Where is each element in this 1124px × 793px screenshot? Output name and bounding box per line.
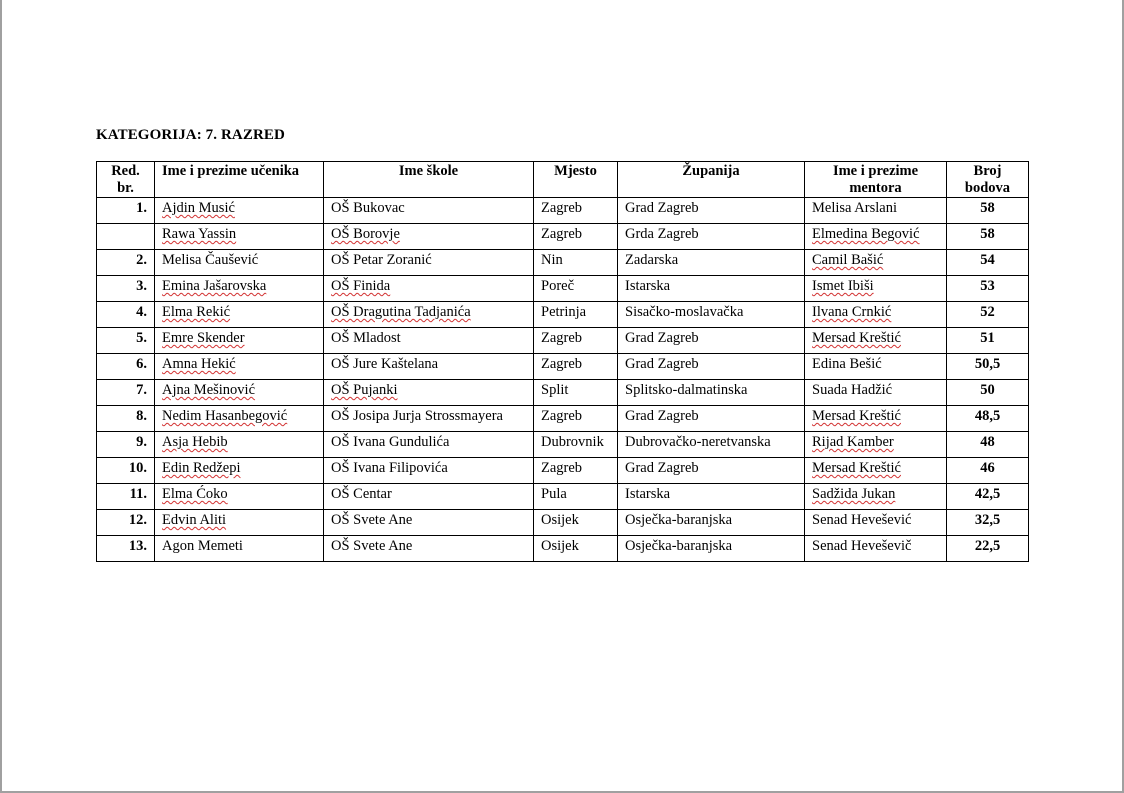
rank-cell: 7. xyxy=(97,380,155,406)
student-name-cell: Emre Skender xyxy=(155,328,324,354)
category-heading: KATEGORIJA: 7. RAZRED xyxy=(96,127,285,143)
city-cell: Zagreb xyxy=(534,406,618,432)
points-cell: 46 xyxy=(947,458,1029,484)
points-cell: 48 xyxy=(947,432,1029,458)
county-cell: Grda Zagreb xyxy=(618,224,805,250)
city-cell: Zagreb xyxy=(534,328,618,354)
county-cell: Grad Zagreb xyxy=(618,406,805,432)
student-name-cell: Nedim Hasanbegović xyxy=(155,406,324,432)
mentor-name-cell: Camil Bašić xyxy=(805,250,947,276)
school-name-cell: OŠ Centar xyxy=(324,484,534,510)
county-cell: Osječka-baranjska xyxy=(618,536,805,562)
school-name-cell: OŠ Svete Ane xyxy=(324,536,534,562)
header-points: Broj bodova xyxy=(947,162,1029,198)
school-name-cell: OŠ Jure Kaštelana xyxy=(324,354,534,380)
points-cell: 22,5 xyxy=(947,536,1029,562)
student-name-cell: Ajdin Musić xyxy=(155,198,324,224)
county-cell: Dubrovačko-neretvanska xyxy=(618,432,805,458)
student-name-cell: Asja Hebib xyxy=(155,432,324,458)
rank-cell: 3. xyxy=(97,276,155,302)
county-cell: Osječka-baranjska xyxy=(618,510,805,536)
mentor-name-cell: Sadžida Jukan xyxy=(805,484,947,510)
rank-cell: 5. xyxy=(97,328,155,354)
mentor-name-cell: Melisa Arslani xyxy=(805,198,947,224)
rank-cell: 10. xyxy=(97,458,155,484)
county-cell: Grad Zagreb xyxy=(618,354,805,380)
table-row xyxy=(97,302,1029,328)
rank-cell: 8. xyxy=(97,406,155,432)
city-cell: Nin xyxy=(534,250,618,276)
points-cell: 42,5 xyxy=(947,484,1029,510)
mentor-name-cell: Elmedina Begović xyxy=(805,224,947,250)
student-name-cell: Emina Jašarovska xyxy=(155,276,324,302)
rank-cell xyxy=(97,224,155,250)
table-row xyxy=(97,250,1029,276)
school-name-cell: OŠ Svete Ane xyxy=(324,510,534,536)
school-name-cell: OŠ Ivana Gundulića xyxy=(324,432,534,458)
city-cell: Pula xyxy=(534,484,618,510)
rank-cell: 11. xyxy=(97,484,155,510)
mentor-name-cell: Mersad Kreštić xyxy=(805,406,947,432)
points-cell: 32,5 xyxy=(947,510,1029,536)
page-border-left xyxy=(0,0,2,793)
city-cell: Poreč xyxy=(534,276,618,302)
student-name-cell: Melisa Čaušević xyxy=(155,250,324,276)
points-cell: 54 xyxy=(947,250,1029,276)
school-name-cell: OŠ Petar Zoranić xyxy=(324,250,534,276)
county-cell: Splitsko-dalmatinska xyxy=(618,380,805,406)
points-cell: 50 xyxy=(947,380,1029,406)
table-row xyxy=(97,510,1029,536)
student-name-cell: Amna Hekić xyxy=(155,354,324,380)
school-name-cell: OŠ Mladost xyxy=(324,328,534,354)
rank-cell: 12. xyxy=(97,510,155,536)
student-name-cell: Elma Rekić xyxy=(155,302,324,328)
mentor-name-cell: Mersad Kreštić xyxy=(805,458,947,484)
points-cell: 53 xyxy=(947,276,1029,302)
county-cell: Grad Zagreb xyxy=(618,458,805,484)
school-name-cell: OŠ Borovje xyxy=(324,224,534,250)
county-cell: Zadarska xyxy=(618,250,805,276)
rank-cell: 9. xyxy=(97,432,155,458)
city-cell: Osijek xyxy=(534,536,618,562)
rank-cell: 4. xyxy=(97,302,155,328)
table-row xyxy=(97,484,1029,510)
header-rank: Red. br. xyxy=(97,162,155,198)
table-row xyxy=(97,328,1029,354)
city-cell: Zagreb xyxy=(534,224,618,250)
table-row xyxy=(97,380,1029,406)
mentor-name-cell: Edina Bešić xyxy=(805,354,947,380)
city-cell: Zagreb xyxy=(534,458,618,484)
table-row xyxy=(97,432,1029,458)
header-student: Ime i prezime učenika xyxy=(155,162,324,198)
mentor-name-cell: Mersad Kreštić xyxy=(805,328,947,354)
points-cell: 52 xyxy=(947,302,1029,328)
points-cell: 50,5 xyxy=(947,354,1029,380)
mentor-name-cell: Ismet Ibiši xyxy=(805,276,947,302)
header-school: Ime škole xyxy=(324,162,534,198)
school-name-cell: OŠ Bukovac xyxy=(324,198,534,224)
school-name-cell: OŠ Ivana Filipovića xyxy=(324,458,534,484)
table-row xyxy=(97,536,1029,562)
school-name-cell: OŠ Dragutina Tadjanića xyxy=(324,302,534,328)
school-name-cell: OŠ Pujanki xyxy=(324,380,534,406)
county-cell: Istarska xyxy=(618,276,805,302)
school-name-cell: OŠ Finida xyxy=(324,276,534,302)
table-row xyxy=(97,354,1029,380)
student-name-cell: Edin Redžepi xyxy=(155,458,324,484)
header-mentor: Ime i prezime mentora xyxy=(805,162,947,198)
city-cell: Osijek xyxy=(534,510,618,536)
points-cell: 58 xyxy=(947,224,1029,250)
mentor-name-cell: Ilvana Crnkić xyxy=(805,302,947,328)
header-city: Mjesto xyxy=(534,162,618,198)
city-cell: Zagreb xyxy=(534,198,618,224)
city-cell: Petrinja xyxy=(534,302,618,328)
points-cell: 48,5 xyxy=(947,406,1029,432)
rank-cell: 13. xyxy=(97,536,155,562)
city-cell: Zagreb xyxy=(534,354,618,380)
mentor-name-cell: Senad Hevešević xyxy=(805,510,947,536)
table-row xyxy=(97,458,1029,484)
school-name-cell: OŠ Josipa Jurja Strossmayera xyxy=(324,406,534,432)
mentor-name-cell: Suada Hadžić xyxy=(805,380,947,406)
student-name-cell: Agon Memeti xyxy=(155,536,324,562)
county-cell: Grad Zagreb xyxy=(618,198,805,224)
county-cell: Sisačko-moslavačka xyxy=(618,302,805,328)
results-table xyxy=(96,161,1029,562)
table-row xyxy=(97,406,1029,432)
county-cell: Grad Zagreb xyxy=(618,328,805,354)
rank-cell: 2. xyxy=(97,250,155,276)
table-row xyxy=(97,276,1029,302)
student-name-cell: Rawa Yassin xyxy=(155,224,324,250)
table-row xyxy=(97,198,1029,224)
header-county: Županija xyxy=(618,162,805,198)
city-cell: Split xyxy=(534,380,618,406)
table-row xyxy=(97,224,1029,250)
header-row xyxy=(97,162,1029,198)
rank-cell: 6. xyxy=(97,354,155,380)
mentor-name-cell: Senad Heveševič xyxy=(805,536,947,562)
student-name-cell: Elma Ćoko xyxy=(155,484,324,510)
student-name-cell: Edvin Aliti xyxy=(155,510,324,536)
points-cell: 58 xyxy=(947,198,1029,224)
student-name-cell: Ajna Mešinović xyxy=(155,380,324,406)
county-cell: Istarska xyxy=(618,484,805,510)
city-cell: Dubrovnik xyxy=(534,432,618,458)
mentor-name-cell: Rijad Kamber xyxy=(805,432,947,458)
rank-cell: 1. xyxy=(97,198,155,224)
points-cell: 51 xyxy=(947,328,1029,354)
